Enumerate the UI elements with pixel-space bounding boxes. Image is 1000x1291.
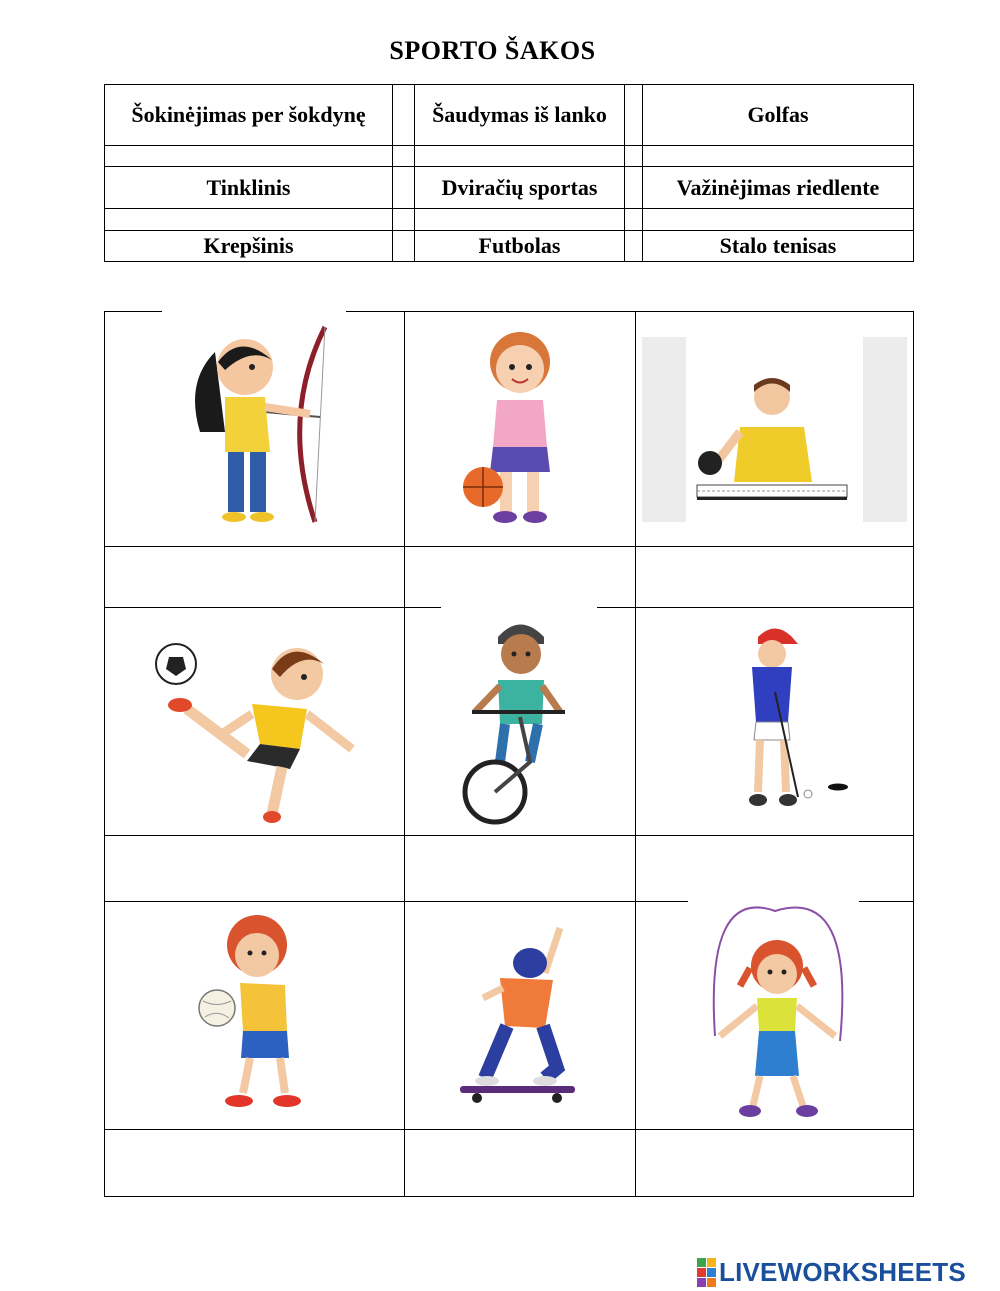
word-archery: Šaudymas iš lanko	[415, 85, 625, 146]
picture-cell	[105, 312, 405, 547]
word-cycling: Dviračių sportas	[415, 167, 625, 209]
liveworksheets-logo	[697, 1257, 966, 1287]
answer-input-5[interactable]	[405, 860, 639, 877]
answer-cell[interactable]	[405, 836, 636, 902]
divider-cell	[625, 85, 643, 146]
word-jump-rope: Šokinėjimas per šokdynę	[105, 85, 393, 146]
word-volleyball: Tinklinis	[105, 167, 393, 209]
spacer-cell	[643, 209, 914, 231]
spacer-cell	[643, 146, 914, 167]
golf-boy-image	[700, 622, 850, 822]
spacer-cell	[105, 146, 393, 167]
cycling-boy-image	[460, 612, 580, 832]
word-football: Futbolas	[415, 231, 625, 262]
pictures-table	[104, 311, 914, 1197]
archery-girl-image	[170, 322, 340, 537]
picture-cell	[405, 312, 636, 547]
spacer-cell	[415, 146, 625, 167]
table-tennis-boy-image	[642, 337, 907, 522]
divider-cell	[393, 85, 415, 146]
answer-input-3[interactable]	[636, 569, 917, 586]
answer-cell[interactable]	[636, 836, 914, 902]
football-boy-image	[142, 619, 367, 824]
word-bank-table	[104, 84, 914, 262]
answer-input-6[interactable]	[636, 860, 917, 877]
word-golf: Golfas	[643, 85, 914, 146]
spacer-cell	[105, 209, 393, 231]
answer-input-9[interactable]	[636, 1155, 917, 1172]
volleyball-boy-image	[195, 913, 315, 1118]
divider-cell	[393, 231, 415, 262]
divider-cell	[393, 167, 415, 209]
answer-input-2[interactable]	[405, 569, 639, 586]
border-gap	[688, 899, 859, 903]
divider-cell	[625, 231, 643, 262]
skateboard-boy-image	[445, 918, 595, 1113]
spacer-cell	[393, 146, 415, 167]
picture-cell	[636, 902, 914, 1130]
picture-cell	[405, 608, 636, 836]
answer-cell[interactable]	[405, 1130, 636, 1197]
spacer-cell	[625, 146, 643, 167]
answer-input-1[interactable]	[105, 569, 408, 586]
divider-cell	[625, 167, 643, 209]
border-gap	[162, 309, 346, 313]
picture-cell	[636, 608, 914, 836]
word-skateboarding: Važinėjimas riedlente	[643, 167, 914, 209]
border-gap	[441, 605, 597, 609]
answer-input-8[interactable]	[405, 1155, 639, 1172]
liveworksheets-logo-icon	[697, 1258, 716, 1287]
answer-cell[interactable]	[636, 547, 914, 608]
answer-cell[interactable]	[405, 547, 636, 608]
picture-cell	[636, 312, 914, 547]
liveworksheets-brand: LIVEWORKSHEETS	[719, 1256, 966, 1287]
spacer-cell	[415, 209, 625, 231]
word-basketball: Krepšinis	[105, 231, 393, 262]
answer-cell[interactable]	[636, 1130, 914, 1197]
picture-cell	[105, 608, 405, 836]
spacer-cell	[625, 209, 643, 231]
page-title: SPORTO ŠAKOS	[389, 36, 596, 65]
jump-rope-girl-image	[695, 906, 855, 1126]
picture-cell	[405, 902, 636, 1130]
answer-cell[interactable]	[105, 547, 405, 608]
answer-input-4[interactable]	[105, 860, 408, 877]
answer-cell[interactable]	[105, 836, 405, 902]
spacer-cell	[393, 209, 415, 231]
answer-cell[interactable]	[105, 1130, 405, 1197]
basketball-girl-image	[455, 322, 585, 537]
word-table-tennis: Stalo tenisas	[643, 231, 914, 262]
picture-cell	[105, 902, 405, 1130]
answer-input-7[interactable]	[105, 1155, 408, 1172]
